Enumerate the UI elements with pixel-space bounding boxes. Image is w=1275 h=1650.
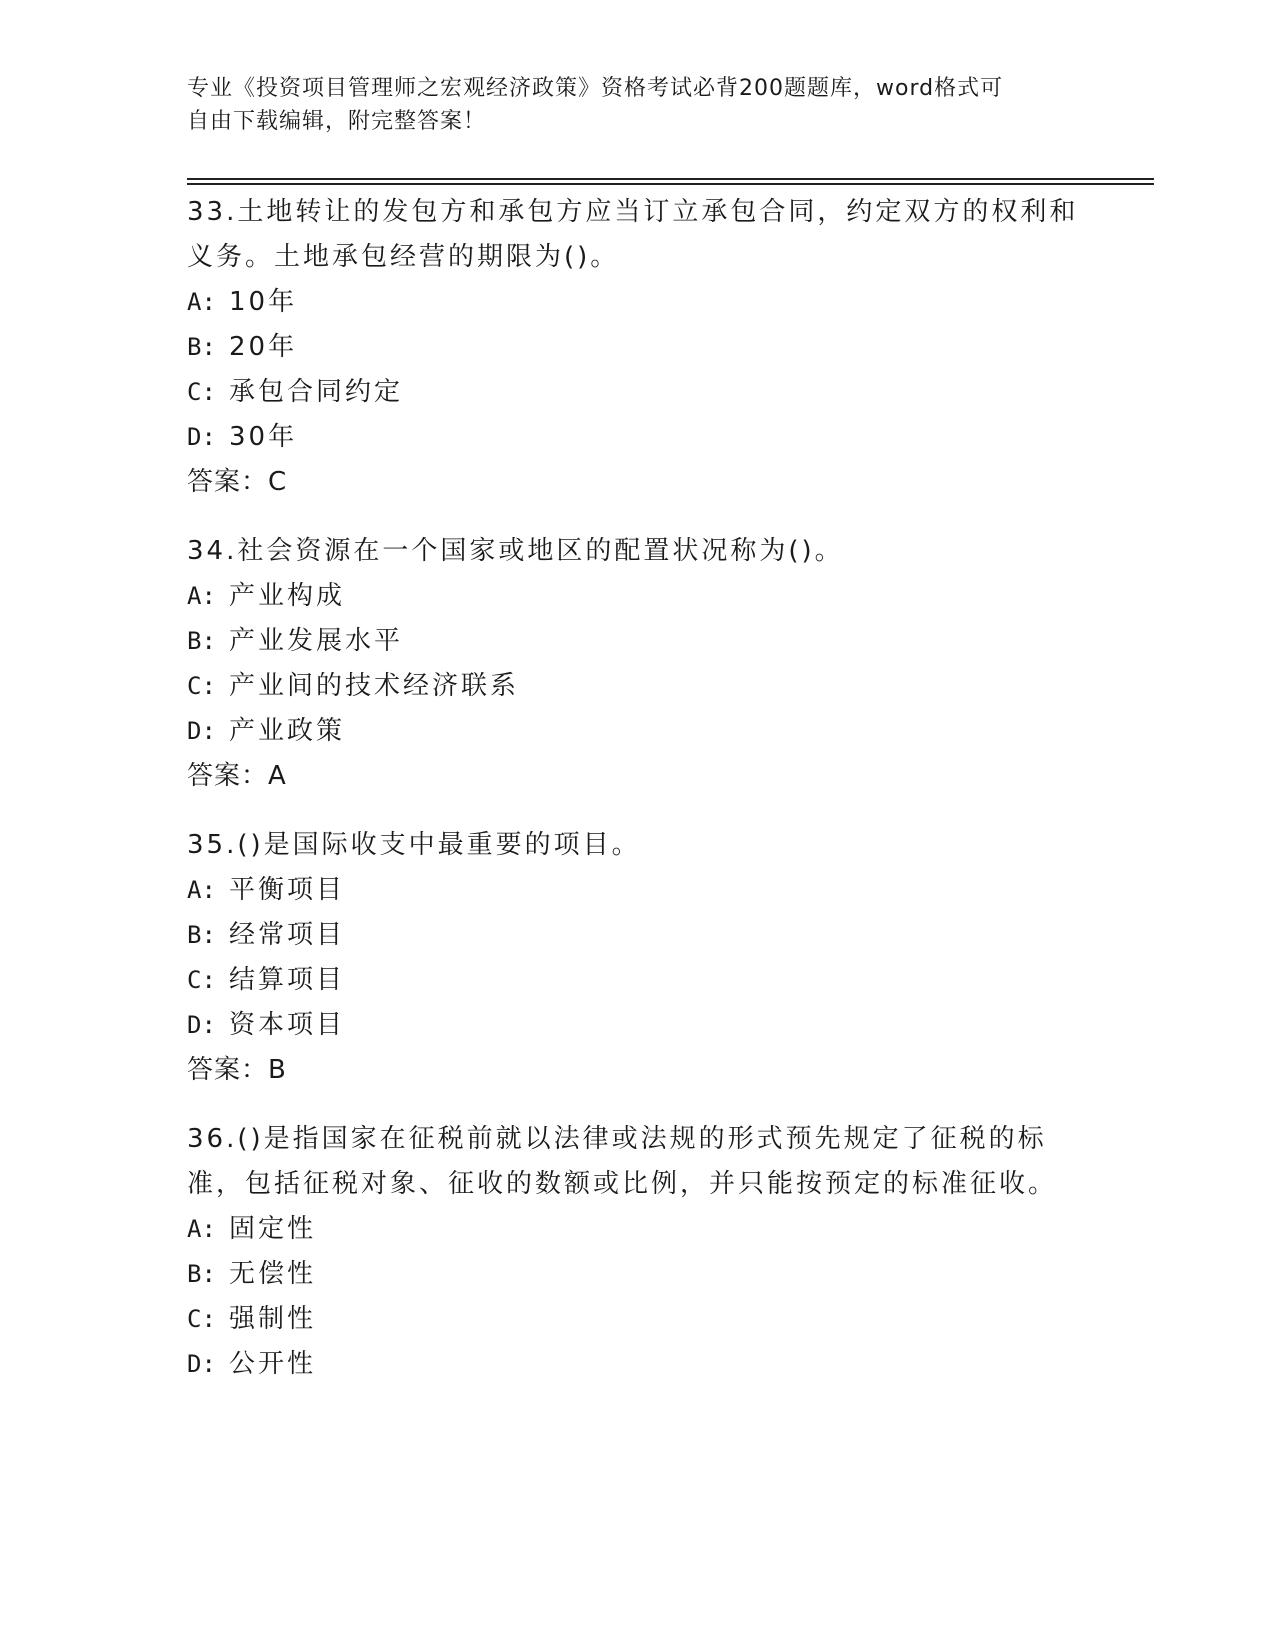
option-text: 产业间的技术经济联系	[229, 671, 520, 701]
option-c	[187, 958, 1087, 1003]
option-text: 结算项目	[229, 965, 346, 995]
header-divider-bottom	[187, 183, 1154, 185]
question-35	[187, 823, 1087, 1093]
document-header	[187, 72, 1067, 138]
option-text: 资本项目	[229, 1010, 346, 1040]
option-text: 强制性	[229, 1304, 317, 1334]
question-36	[187, 1117, 1087, 1387]
option-d	[187, 415, 1087, 460]
option-d	[187, 1342, 1087, 1387]
question-33	[187, 190, 1087, 505]
question-text: 36.()是指国家在征税前就以法律或法规的形式预先规定了征税的标准，包括征税对象、征收的数额或比例，并只能按预定的标准征收。	[187, 1124, 1058, 1199]
option-text: 平衡项目	[229, 875, 346, 905]
option-letter: A:	[187, 1215, 216, 1243]
answer-text: 答案：C	[187, 467, 288, 497]
option-letter: B:	[187, 1260, 216, 1288]
option-a	[187, 1207, 1087, 1252]
option-b	[187, 1252, 1087, 1297]
question-list	[187, 190, 1087, 1411]
option-b	[187, 619, 1087, 664]
option-text: 产业政策	[229, 716, 346, 746]
option-d	[187, 1003, 1087, 1048]
option-text: 产业构成	[229, 581, 346, 611]
option-c	[187, 370, 1087, 415]
answer-text: 答案：B	[187, 1055, 287, 1085]
option-letter: C:	[187, 1305, 216, 1333]
question-text: 35.()是国际收支中最重要的项目。	[187, 830, 641, 860]
option-text: 10年	[229, 287, 298, 317]
option-letter: D:	[187, 717, 216, 745]
option-letter: C:	[187, 966, 216, 994]
option-a	[187, 574, 1087, 619]
option-letter: A:	[187, 288, 216, 316]
option-letter: D:	[187, 423, 216, 451]
question-34	[187, 529, 1087, 799]
option-letter: C:	[187, 378, 216, 406]
option-c	[187, 664, 1087, 709]
option-d	[187, 709, 1087, 754]
option-a	[187, 868, 1087, 913]
answer-text: 答案：A	[187, 761, 287, 791]
question-text: 34.社会资源在一个国家或地区的配置状况称为()。	[187, 536, 844, 566]
header-divider-top	[187, 178, 1154, 180]
option-text: 公开性	[229, 1349, 317, 1379]
option-letter: A:	[187, 582, 216, 610]
option-b	[187, 325, 1087, 370]
option-letter: D:	[187, 1350, 216, 1378]
question-text: 33.土地转让的发包方和承包方应当订立承包合同，约定双方的权利和义务。土地承包经营的期限为()。	[187, 197, 1079, 272]
option-text: 30年	[229, 422, 298, 452]
option-text: 无偿性	[229, 1259, 317, 1289]
option-c	[187, 1297, 1087, 1342]
header-line-1: 专业《投资项目管理师之宏观经济政策》资格考试必背200题题库，word格式可	[187, 76, 1004, 101]
option-b	[187, 913, 1087, 958]
option-letter: C:	[187, 672, 216, 700]
option-letter: B:	[187, 333, 216, 361]
option-text: 产业发展水平	[229, 626, 404, 656]
option-letter: D:	[187, 1011, 216, 1039]
option-text: 固定性	[229, 1214, 317, 1244]
option-text: 20年	[229, 332, 298, 362]
option-text: 承包合同约定	[229, 377, 404, 407]
header-line-2: 自由下载编辑，附完整答案！	[187, 109, 487, 134]
option-a	[187, 280, 1087, 325]
option-letter: B:	[187, 627, 216, 655]
option-letter: A:	[187, 876, 216, 904]
option-text: 经常项目	[229, 920, 346, 950]
option-letter: B:	[187, 921, 216, 949]
